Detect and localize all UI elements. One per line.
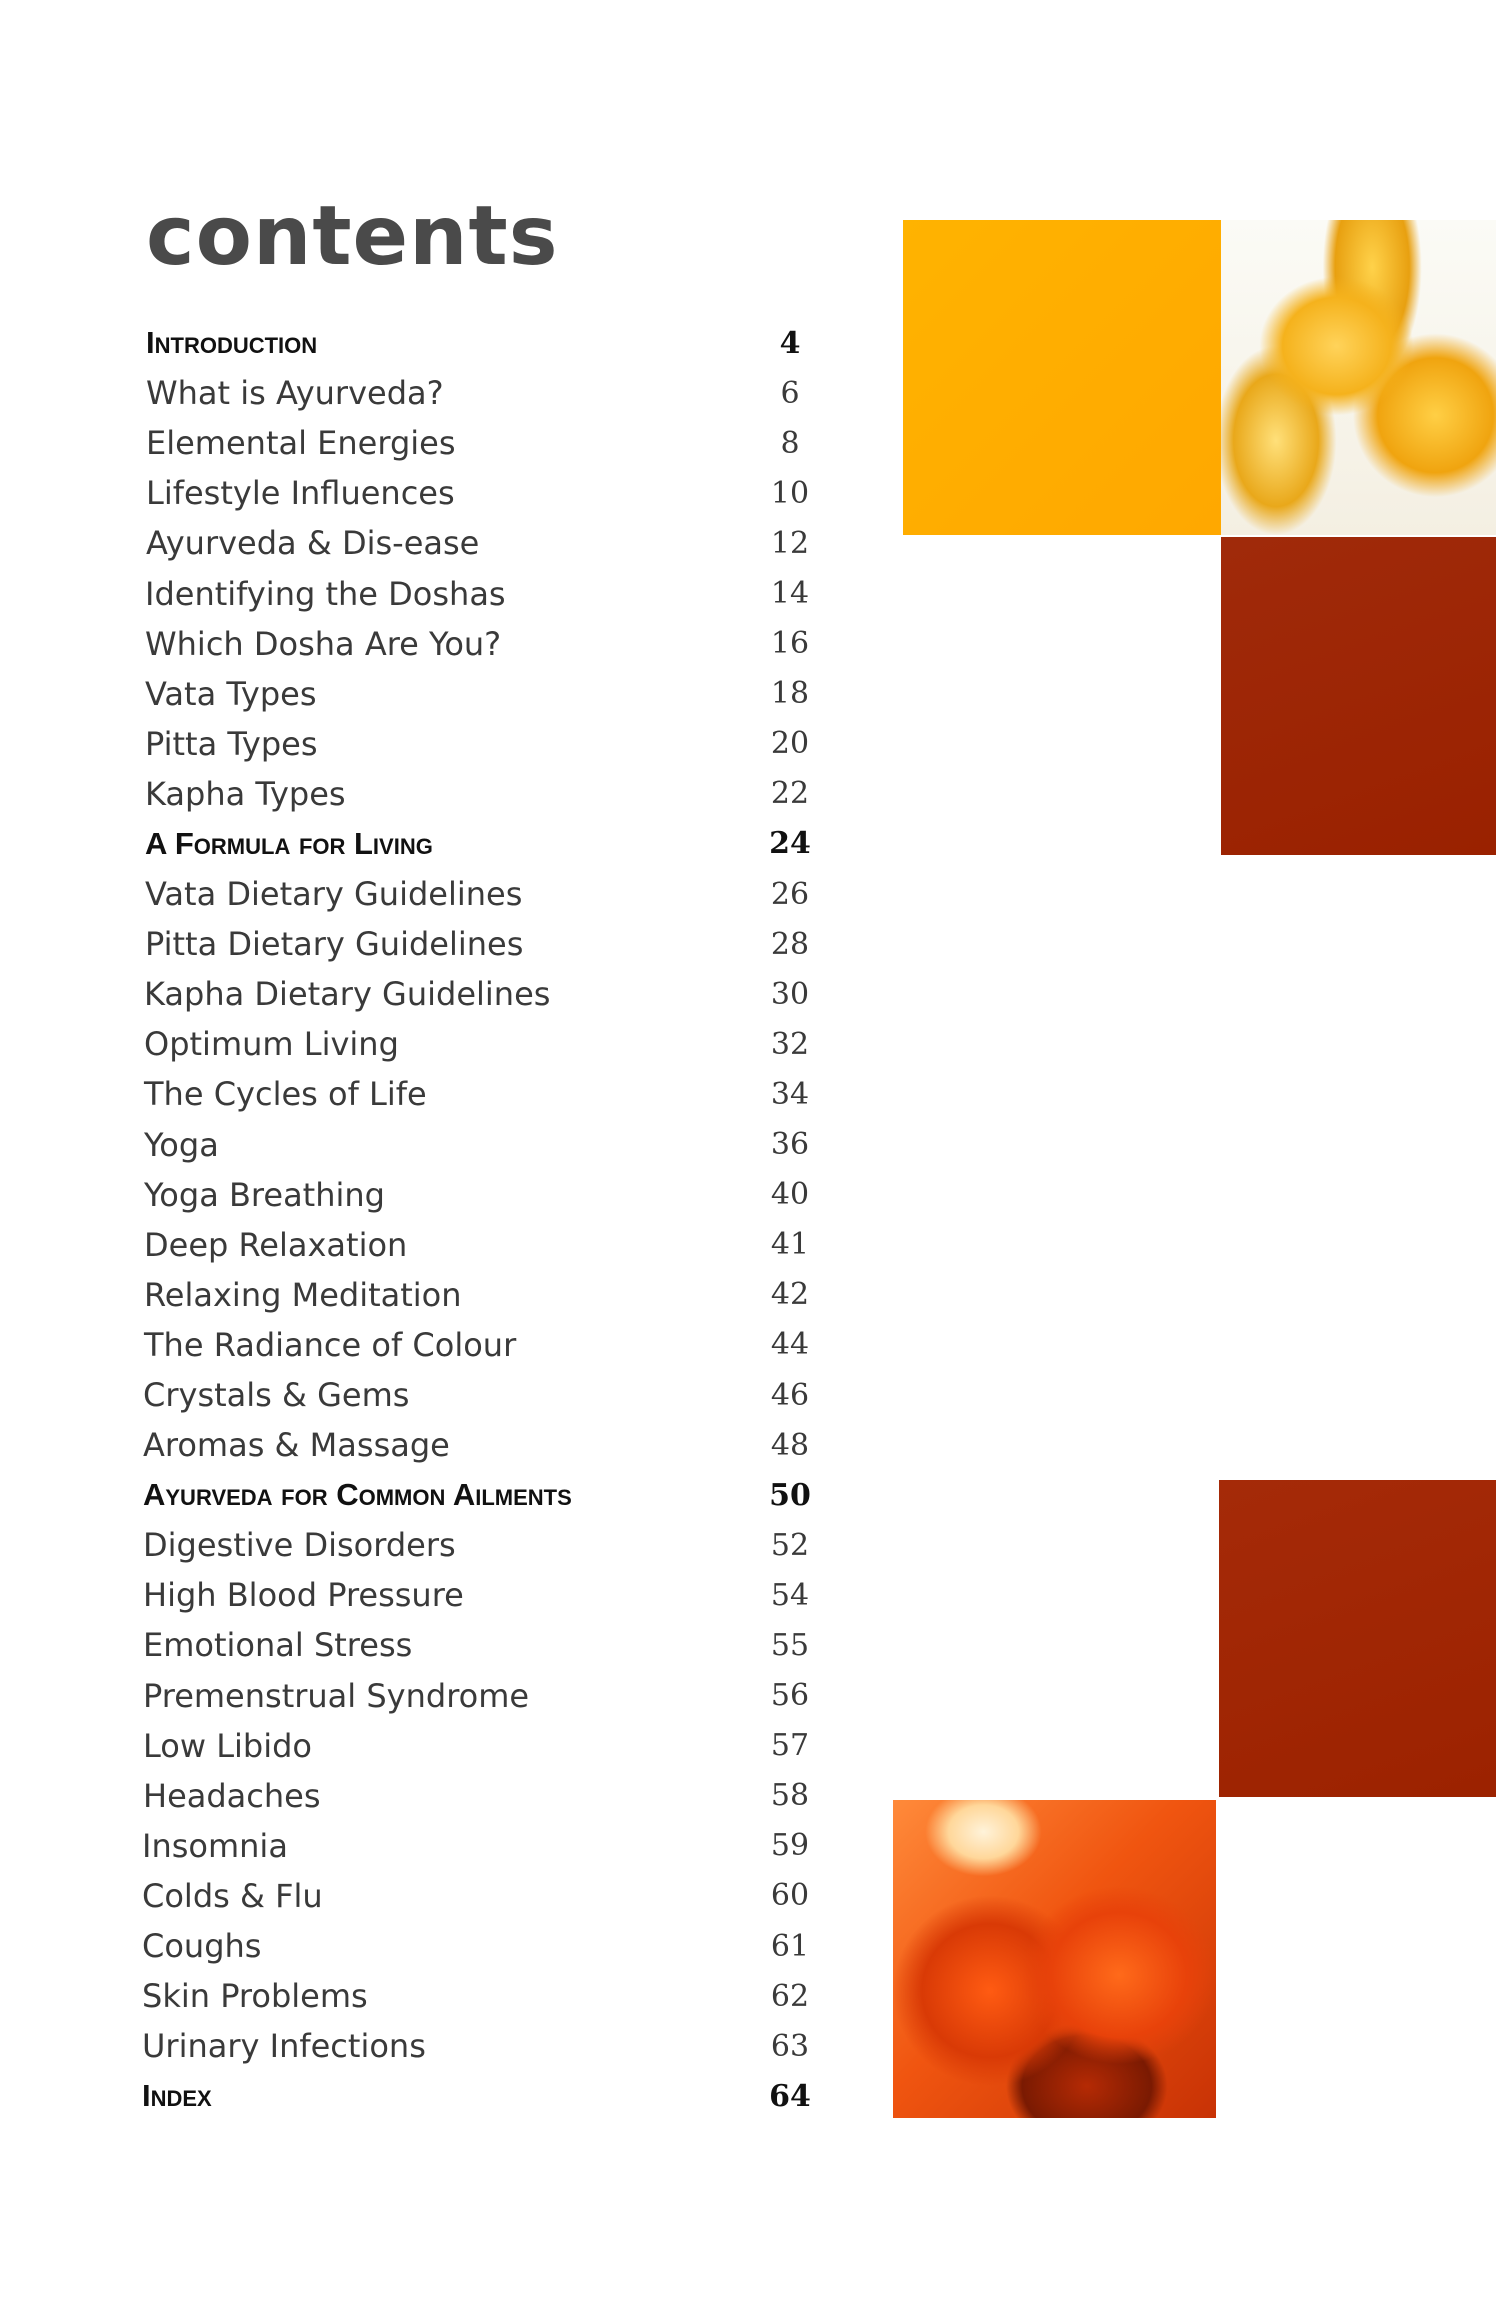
toc-entry-page-number: 44: [770, 1327, 810, 1363]
toc-entry-title: What is Ayurveda?: [146, 374, 444, 413]
toc-entry-page-number: 46: [770, 1377, 810, 1413]
toc-entry-title: Introduction: [146, 325, 318, 361]
toc-entry-title: Identifying the Doshas: [145, 574, 506, 613]
toc-entry-page-number: 32: [770, 1026, 810, 1062]
toc-entry-title: Vata Dietary Guidelines: [145, 875, 523, 914]
toc-entry-page-number: 59: [770, 1828, 810, 1864]
toc-entry: [140, 1320, 820, 1370]
toc-entry-page-number: 41: [770, 1227, 810, 1263]
toc-entry-title: Kapha Types: [145, 774, 346, 813]
page-title: contents: [146, 189, 559, 284]
toc-entry-title: Lifestyle Influences: [146, 474, 455, 513]
toc-entry: [140, 1019, 820, 1069]
toc-entry-page-number: 62: [770, 1978, 810, 2014]
toc-entry: [140, 1821, 820, 1871]
toc-entry-title: Urinary Infections: [142, 2027, 426, 2066]
toc-entry: [140, 1420, 820, 1470]
toc-entry-title: Pitta Types: [145, 724, 318, 763]
toc-entry-page-number: 40: [770, 1177, 810, 1213]
toc-entry-page-number: 57: [770, 1728, 810, 1764]
toc-entry-page-number: 64: [769, 2078, 811, 2114]
toc-entry-page-number: 8: [780, 425, 800, 461]
toc-entry: [140, 1120, 820, 1170]
toc-entry-title: Aromas & Massage: [143, 1426, 450, 1465]
toc-section-heading: [140, 318, 820, 368]
toc-entry-page-number: 26: [770, 876, 810, 912]
toc-entry-title: Pitta Dietary Guidelines: [145, 925, 524, 964]
toc-entry: [140, 1771, 820, 1821]
toc-entry-page-number: 4: [779, 325, 801, 361]
toc-entry: [140, 1170, 820, 1220]
toc-section-heading: [140, 2071, 820, 2121]
toc-entry-page-number: 28: [770, 926, 810, 962]
toc-entry-title: Crystals & Gems: [143, 1376, 410, 1415]
toc-entry-page-number: 10: [770, 475, 810, 511]
toc-entry: [140, 1520, 820, 1570]
toc-entry-page-number: 30: [770, 976, 810, 1012]
toc-entry-title: Kapha Dietary Guidelines: [144, 975, 551, 1014]
toc-entry: [140, 1570, 820, 1620]
toc-entry: [140, 368, 820, 418]
toc-entry-page-number: 56: [770, 1678, 810, 1714]
toc-entry: [140, 669, 820, 719]
toc-entry-title: Skin Problems: [142, 1977, 368, 2016]
toc-entry-title: Premenstrual Syndrome: [143, 1676, 530, 1715]
toc-entry-page-number: 61: [770, 1928, 810, 1964]
toc-entry-title: The Radiance of Colour: [144, 1325, 517, 1364]
toc-entry: [140, 518, 820, 568]
toc-entry-title: Emotional Stress: [143, 1626, 413, 1665]
toc-entry-page-number: 16: [770, 626, 810, 662]
toc-entry-page-number: 6: [780, 375, 800, 411]
toc-entry-title: The Cycles of Life: [144, 1075, 427, 1114]
toc-entry: [140, 1620, 820, 1670]
toc-entry: [140, 619, 820, 669]
toc-entry: [140, 1069, 820, 1119]
toc-entry-page-number: 52: [770, 1527, 810, 1563]
toc-entry-title: Yoga Breathing: [144, 1175, 385, 1214]
toc-entry: [140, 1370, 820, 1420]
toc-entry-page-number: 36: [770, 1127, 810, 1163]
toc-entry-page-number: 22: [770, 776, 810, 812]
toc-entry: [140, 969, 820, 1019]
red-flower-photo: [893, 1800, 1216, 2118]
toc-entry-title: Which Dosha Are You?: [145, 624, 502, 663]
toc-entry-page-number: 55: [770, 1627, 810, 1663]
toc-entry-page-number: 48: [770, 1427, 810, 1463]
toc-entry-title: Ayurveda & Dis-ease: [146, 524, 480, 563]
toc-entry: [140, 719, 820, 769]
toc-entry-page-number: 60: [770, 1878, 810, 1914]
table-of-contents: [140, 318, 820, 2121]
red-color-block-bottom: [1219, 1480, 1496, 1797]
toc-entry-title: Headaches: [143, 1776, 321, 1815]
toc-entry: [140, 468, 820, 518]
toc-entry: [140, 418, 820, 468]
toc-entry: [140, 1921, 820, 1971]
toc-entry-page-number: 20: [770, 726, 810, 762]
toc-entry-title: Optimum Living: [144, 1025, 399, 1064]
toc-entry-title: Low Libido: [143, 1726, 312, 1765]
toc-entry-page-number: 34: [770, 1076, 810, 1112]
toc-entry-title: High Blood Pressure: [143, 1576, 464, 1615]
toc-entry: [140, 1220, 820, 1270]
toc-entry-title: Coughs: [142, 1927, 262, 1966]
red-color-block-top: [1221, 537, 1496, 855]
toc-entry: [140, 1871, 820, 1921]
toc-entry-title: Deep Relaxation: [144, 1225, 408, 1264]
toc-entry-title: A Formula for Living: [145, 825, 433, 861]
toc-entry-page-number: 54: [770, 1577, 810, 1613]
toc-entry: [140, 1721, 820, 1771]
toc-entry: [140, 1971, 820, 2021]
toc-entry-page-number: 24: [769, 826, 811, 862]
toc-entry-title: Digestive Disorders: [143, 1526, 456, 1565]
toc-entry-title: Yoga: [144, 1125, 219, 1164]
toc-entry-title: Insomnia: [142, 1826, 288, 1865]
toc-entry: [140, 769, 820, 819]
toc-entry-page-number: 58: [770, 1778, 810, 1814]
orange-color-block: [903, 220, 1221, 535]
toc-entry: [140, 2021, 820, 2071]
toc-entry-title: Relaxing Meditation: [144, 1275, 462, 1314]
toc-section-heading: [140, 819, 820, 869]
toc-entry-page-number: 50: [769, 1477, 811, 1513]
toc-entry-page-number: 18: [770, 676, 810, 712]
toc-entry-title: Vata Types: [145, 674, 317, 713]
toc-entry-title: Index: [142, 2078, 212, 2114]
toc-entry-page-number: 42: [770, 1277, 810, 1313]
toc-entry: [140, 568, 820, 618]
toc-entry-page-number: 12: [770, 525, 810, 561]
toc-section-heading: [140, 1470, 820, 1520]
toc-entry: [140, 1671, 820, 1721]
toc-entry: [140, 869, 820, 919]
toc-entry: [140, 1270, 820, 1320]
toc-entry-title: Ayurveda for Common Ailments: [143, 1477, 572, 1513]
lemon-wedges-photo: [1221, 220, 1496, 535]
toc-entry-page-number: 14: [770, 576, 810, 612]
toc-entry: [140, 919, 820, 969]
toc-entry-title: Colds & Flu: [142, 1876, 323, 1915]
toc-entry-page-number: 63: [770, 2028, 810, 2064]
toc-entry-title: Elemental Energies: [146, 424, 456, 463]
